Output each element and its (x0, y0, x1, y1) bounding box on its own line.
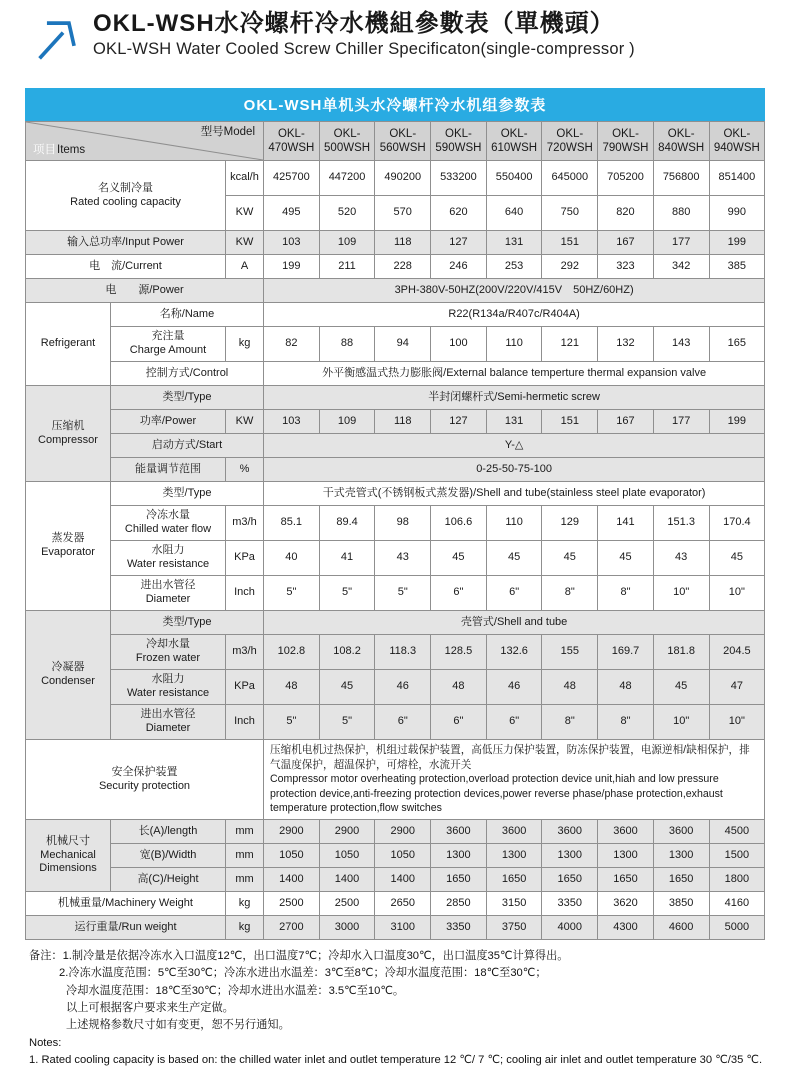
value-cell: 1300 (486, 844, 542, 868)
value-cell: 1050 (264, 844, 320, 868)
title-block (33, 10, 765, 66)
row-security-protection (26, 740, 765, 820)
value-cell: 8" (598, 576, 654, 611)
value-cell: 10" (653, 576, 709, 611)
value-cell: 89.4 (319, 506, 375, 541)
value-cell: 40 (264, 541, 320, 576)
value-cell: 170.4 (709, 506, 765, 541)
title-text (93, 10, 635, 59)
value-cell: 177 (653, 231, 709, 255)
unit-cell: kg (226, 892, 264, 916)
value-cell: 880 (653, 196, 709, 231)
value-cell: 118.3 (375, 635, 431, 670)
label-cell: 名称/Name (111, 303, 264, 327)
label-cell: 进出水管径 Diameter (111, 705, 226, 740)
table-banner (25, 88, 765, 121)
note-line: 1. Rated cooling capacity is based on: the chilled water inlet and outlet temperature 12 ℃/ 7 ℃; cooling air inlet and outlet temperature 30 ℃/35 ℃. (29, 1054, 763, 1067)
value-cell: 3620 (598, 892, 654, 916)
value-cell: 1300 (431, 844, 487, 868)
row-rated-cooling-kcal (26, 161, 765, 196)
value-cell: 820 (598, 196, 654, 231)
unit-cell: A (226, 255, 264, 279)
label-cell: 能量调节范围 (111, 458, 226, 482)
row-evaporator-flow (26, 506, 765, 541)
notes-section (29, 948, 765, 1070)
row-run-weight (26, 916, 765, 940)
value-cell: 204.5 (709, 635, 765, 670)
label-cell: 宽(B)/Width (111, 844, 226, 868)
value-cell: 102.8 (264, 635, 320, 670)
spec-table (25, 121, 765, 940)
value-cell: 177 (653, 410, 709, 434)
label-cell: 运行重量/Run weight (26, 916, 226, 940)
value-cell: 2900 (264, 820, 320, 844)
value-cell: 3350 (542, 892, 598, 916)
row-dimension-length (26, 820, 765, 844)
unit-cell: kg (226, 916, 264, 940)
value-cell: 4300 (598, 916, 654, 940)
label-cell: 高(C)/Height (111, 868, 226, 892)
security-text-cell: 压缩机电机过热保护，机组过载保护装置，高低压力保护装置，防冻保护装置，电源逆相/缺相保护，排气温度保护，超温保护，可熔栓，水流开关 Compressor motor overheating protection,overload protection device unit,hiah and low pressure protection device,anti-freezing protection devices,power reverse phase/phase protection,exhaust temperature protection,flow switches (264, 740, 765, 820)
value-cell: 109 (319, 231, 375, 255)
value-cell: 3000 (319, 916, 375, 940)
value-cell: 129 (542, 506, 598, 541)
value-cell: 645000 (542, 161, 598, 196)
label-cell: 机械重量/Machinery Weight (26, 892, 226, 916)
group-cell-compressor: 压缩机 Compressor (26, 386, 111, 482)
row-compressor-power (26, 410, 765, 434)
value-cell: 46 (486, 670, 542, 705)
unit-cell: m3/h (226, 635, 264, 670)
unit-cell: mm (226, 868, 264, 892)
merged-value-cell: 外平衡感温式热力膨胀阀/External balance temperture thermal expansion valve (264, 362, 765, 386)
value-cell: 228 (375, 255, 431, 279)
value-cell: 165 (709, 327, 765, 362)
row-dimension-width (26, 844, 765, 868)
model-label: 型号Model (200, 126, 256, 138)
page-title: OKL-WSH水冷螺杆冷水機組參數表（單機頭） (93, 10, 615, 37)
model-header: OKL- 790WSH (598, 122, 654, 161)
unit-cell: KPa (226, 670, 264, 705)
model-header: OKL- 500WSH (319, 122, 375, 161)
value-cell: 6" (486, 576, 542, 611)
value-cell: 1500 (709, 844, 765, 868)
value-cell: 2900 (375, 820, 431, 844)
value-cell: 94 (375, 327, 431, 362)
value-cell: 570 (375, 196, 431, 231)
value-cell: 5" (264, 576, 320, 611)
model-header: OKL- 610WSH (486, 122, 542, 161)
value-cell: 45 (431, 541, 487, 576)
value-cell: 88 (319, 327, 375, 362)
unit-cell: KPa (226, 541, 264, 576)
value-cell: 4000 (542, 916, 598, 940)
value-cell: 3600 (486, 820, 542, 844)
unit-cell: m3/h (226, 506, 264, 541)
value-cell: 750 (542, 196, 598, 231)
value-cell: 169.7 (598, 635, 654, 670)
value-cell: 1300 (542, 844, 598, 868)
label-cell: 类型/Type (111, 611, 264, 635)
model-header: OKL- 560WSH (375, 122, 431, 161)
merged-value-cell: Y-△ (264, 434, 765, 458)
value-cell: 705200 (598, 161, 654, 196)
row-condenser-resistance (26, 670, 765, 705)
value-cell: 45 (598, 541, 654, 576)
value-cell: 756800 (653, 161, 709, 196)
value-cell: 127 (431, 231, 487, 255)
value-cell: 8" (542, 576, 598, 611)
header-row (26, 122, 765, 161)
model-header: OKL- 590WSH (431, 122, 487, 161)
value-cell: 2850 (431, 892, 487, 916)
value-cell: 2500 (264, 892, 320, 916)
note-line: Notes: (29, 1036, 62, 1049)
value-cell: 110 (486, 327, 542, 362)
value-cell: 1400 (264, 868, 320, 892)
value-cell: 10" (709, 705, 765, 740)
value-cell: 1650 (598, 868, 654, 892)
value-cell: 550400 (486, 161, 542, 196)
value-cell: 48 (264, 670, 320, 705)
value-cell: 490200 (375, 161, 431, 196)
value-cell: 46 (375, 670, 431, 705)
row-compressor-type (26, 386, 765, 410)
value-cell: 118 (375, 410, 431, 434)
value-cell: 47 (709, 670, 765, 705)
value-cell: 211 (319, 255, 375, 279)
value-cell: 128.5 (431, 635, 487, 670)
value-cell: 3150 (486, 892, 542, 916)
value-cell: 43 (375, 541, 431, 576)
label-cell: 水阻力 Water resistance (111, 541, 226, 576)
value-cell: 5" (375, 576, 431, 611)
row-condenser-flow (26, 635, 765, 670)
value-cell: 132.6 (486, 635, 542, 670)
group-cell-dimensions: 机械尺寸 Mechanical Dimensions (26, 820, 111, 892)
label-cell: 冷冻水量 Chilled water flow (111, 506, 226, 541)
merged-value-cell: 干式壳管式(不锈钢板式蒸发器)/Shell and tube(stainless steel plate evaporator) (264, 482, 765, 506)
unit-cell: mm (226, 820, 264, 844)
value-cell: 6" (375, 705, 431, 740)
value-cell: 1650 (653, 868, 709, 892)
value-cell: 620 (431, 196, 487, 231)
value-cell: 141 (598, 506, 654, 541)
unit-cell: Inch (226, 576, 264, 611)
label-cell: 水阻力 Water resistance (111, 670, 226, 705)
value-cell: 3600 (598, 820, 654, 844)
value-cell: 132 (598, 327, 654, 362)
value-cell: 1400 (319, 868, 375, 892)
value-cell: 1050 (375, 844, 431, 868)
value-cell: 342 (653, 255, 709, 279)
row-compressor-energy (26, 458, 765, 482)
row-current (26, 255, 765, 279)
page-subtitle: OKL-WSH Water Cooled Screw Chiller Specificaton(single-compressor ) (93, 39, 635, 58)
label-cell: 功率/Power (111, 410, 226, 434)
value-cell: 108.2 (319, 635, 375, 670)
label-cell: 控制方式/Control (111, 362, 264, 386)
row-evaporator-diameter (26, 576, 765, 611)
value-cell: 425700 (264, 161, 320, 196)
label-cell: 类型/Type (111, 482, 264, 506)
value-cell: 199 (709, 410, 765, 434)
value-cell: 3600 (431, 820, 487, 844)
label-cell: 长(A)/length (111, 820, 226, 844)
value-cell: 82 (264, 327, 320, 362)
value-cell: 48 (542, 670, 598, 705)
value-cell: 990 (709, 196, 765, 231)
row-evaporator-resistance (26, 541, 765, 576)
value-cell: 151 (542, 410, 598, 434)
value-cell: 85.1 (264, 506, 320, 541)
value-cell: 6" (486, 705, 542, 740)
value-cell: 199 (264, 255, 320, 279)
value-cell: 2500 (319, 892, 375, 916)
row-input-power (26, 231, 765, 255)
merged-value-cell: 壳管式/Shell and tube (264, 611, 765, 635)
value-cell: 3100 (375, 916, 431, 940)
label-cell: 启动方式/Start (111, 434, 264, 458)
label-cell: 进出水管径 Diameter (111, 576, 226, 611)
value-cell: 131 (486, 410, 542, 434)
value-cell: 48 (598, 670, 654, 705)
value-cell: 4160 (709, 892, 765, 916)
unit-cell: mm (226, 844, 264, 868)
value-cell: 45 (542, 541, 598, 576)
row-refrigerant-charge (26, 327, 765, 362)
note-line: 上述规格参数尺寸如有变更，恕不另行通知。 (66, 1019, 290, 1032)
unit-cell: KW (226, 196, 264, 231)
value-cell: 181.8 (653, 635, 709, 670)
value-cell: 6" (431, 705, 487, 740)
value-cell: 6" (431, 576, 487, 611)
value-cell: 8" (542, 705, 598, 740)
row-machinery-weight (26, 892, 765, 916)
merged-value-cell: 半封闭螺杆式/Semi-hermetic screw (264, 386, 765, 410)
row-condenser-diameter (26, 705, 765, 740)
label-cell: 电 源/Power (26, 279, 264, 303)
logo-arrow-icon (33, 14, 77, 66)
unit-cell: KW (226, 231, 264, 255)
value-cell: 45 (319, 670, 375, 705)
value-cell: 121 (542, 327, 598, 362)
value-cell: 43 (653, 541, 709, 576)
row-condenser-type (26, 611, 765, 635)
value-cell: 131 (486, 231, 542, 255)
value-cell: 109 (319, 410, 375, 434)
value-cell: 640 (486, 196, 542, 231)
value-cell: 103 (264, 410, 320, 434)
note-line: 2.冷冻水温度范围：5℃至30℃；冷冻水进出水温差：3℃至8℃；冷却水温度范围：18℃至30℃； (59, 967, 547, 980)
value-cell: 103 (264, 231, 320, 255)
value-cell: 520 (319, 196, 375, 231)
value-cell: 253 (486, 255, 542, 279)
value-cell: 151.3 (653, 506, 709, 541)
value-cell: 4600 (653, 916, 709, 940)
value-cell: 8" (598, 705, 654, 740)
value-cell: 10" (709, 576, 765, 611)
value-cell: 151 (542, 231, 598, 255)
value-cell: 143 (653, 327, 709, 362)
value-cell: 167 (598, 231, 654, 255)
value-cell: 533200 (431, 161, 487, 196)
group-cell-condenser: 冷凝器 Condenser (26, 611, 111, 740)
group-cell-evaporator: 蒸发器 Evaporator (26, 482, 111, 611)
value-cell: 3850 (653, 892, 709, 916)
value-cell: 2650 (375, 892, 431, 916)
value-cell: 10" (653, 705, 709, 740)
row-evaporator-type (26, 482, 765, 506)
label-cell: 电 流/Current (26, 255, 226, 279)
value-cell: 48 (431, 670, 487, 705)
value-cell: 447200 (319, 161, 375, 196)
row-power-source (26, 279, 765, 303)
value-cell: 3600 (653, 820, 709, 844)
model-header: OKL- 470WSH (264, 122, 320, 161)
value-cell: 155 (542, 635, 598, 670)
value-cell: 246 (431, 255, 487, 279)
group-cell-refrigerant: Refrigerant (26, 303, 111, 386)
value-cell: 5" (264, 705, 320, 740)
banner-title: OKL-WSH单机头水冷螺杆冷水机组参数表 (243, 97, 547, 114)
value-cell: 3350 (431, 916, 487, 940)
merged-value-cell: 0-25-50-75-100 (264, 458, 765, 482)
value-cell: 45 (653, 670, 709, 705)
value-cell: 323 (598, 255, 654, 279)
value-cell: 2900 (319, 820, 375, 844)
value-cell: 118 (375, 231, 431, 255)
row-dimension-height (26, 868, 765, 892)
label-cell: 安全保护装置 Security protection (26, 740, 264, 820)
note-line: 以上可根据客户要求来生产定做。 (66, 1002, 234, 1015)
unit-cell: KW (226, 410, 264, 434)
items-label: 项目Items (33, 143, 86, 156)
value-cell: 127 (431, 410, 487, 434)
value-cell: 3750 (486, 916, 542, 940)
merged-value-cell: 3PH-380V-50HZ(200V/220V/415V 50HZ/60HZ) (264, 279, 765, 303)
value-cell: 41 (319, 541, 375, 576)
value-cell: 167 (598, 410, 654, 434)
value-cell: 1300 (653, 844, 709, 868)
unit-cell: % (226, 458, 264, 482)
merged-value-cell: R22(R134a/R407c/R404A) (264, 303, 765, 327)
value-cell: 385 (709, 255, 765, 279)
model-header: OKL- 840WSH (653, 122, 709, 161)
label-cell: 冷却水量 Frozen water (111, 635, 226, 670)
value-cell: 45 (486, 541, 542, 576)
value-cell: 100 (431, 327, 487, 362)
unit-cell: kcal/h (226, 161, 264, 196)
value-cell: 292 (542, 255, 598, 279)
value-cell: 4500 (709, 820, 765, 844)
value-cell: 495 (264, 196, 320, 231)
value-cell: 1800 (709, 868, 765, 892)
value-cell: 1650 (486, 868, 542, 892)
unit-cell: Inch (226, 705, 264, 740)
value-cell: 3600 (542, 820, 598, 844)
model-header: OKL- 940WSH (709, 122, 765, 161)
row-refrigerant-name (26, 303, 765, 327)
value-cell: 45 (709, 541, 765, 576)
table-corner-cell (26, 122, 264, 161)
value-cell: 5000 (709, 916, 765, 940)
value-cell: 2700 (264, 916, 320, 940)
value-cell: 5" (319, 705, 375, 740)
value-cell: 1400 (375, 868, 431, 892)
label-cell: 输入总功率/Input Power (26, 231, 226, 255)
value-cell: 110 (486, 506, 542, 541)
note-line: 冷却水温度范围：18℃至30℃；冷却水进出水温差：3.5℃至10℃。 (66, 984, 405, 997)
value-cell: 5" (319, 576, 375, 611)
value-cell: 106.6 (431, 506, 487, 541)
value-cell: 1050 (319, 844, 375, 868)
value-cell: 1650 (431, 868, 487, 892)
value-cell: 199 (709, 231, 765, 255)
unit-cell: kg (226, 327, 264, 362)
value-cell: 851400 (709, 161, 765, 196)
label-cell: 名义制冷量 Rated cooling capacity (26, 161, 226, 231)
note-line: 备注：1.制冷量是依据冷冻水入口温度12℃，出口温度7℃；冷却水入口温度30℃，出口温度35℃计算得出。 (29, 950, 569, 963)
value-cell: 98 (375, 506, 431, 541)
label-cell: 充注量 Charge Amount (111, 327, 226, 362)
value-cell: 1650 (542, 868, 598, 892)
label-cell: 类型/Type (111, 386, 264, 410)
value-cell: 1300 (598, 844, 654, 868)
model-header: OKL- 720WSH (542, 122, 598, 161)
row-refrigerant-control (26, 362, 765, 386)
row-compressor-start (26, 434, 765, 458)
